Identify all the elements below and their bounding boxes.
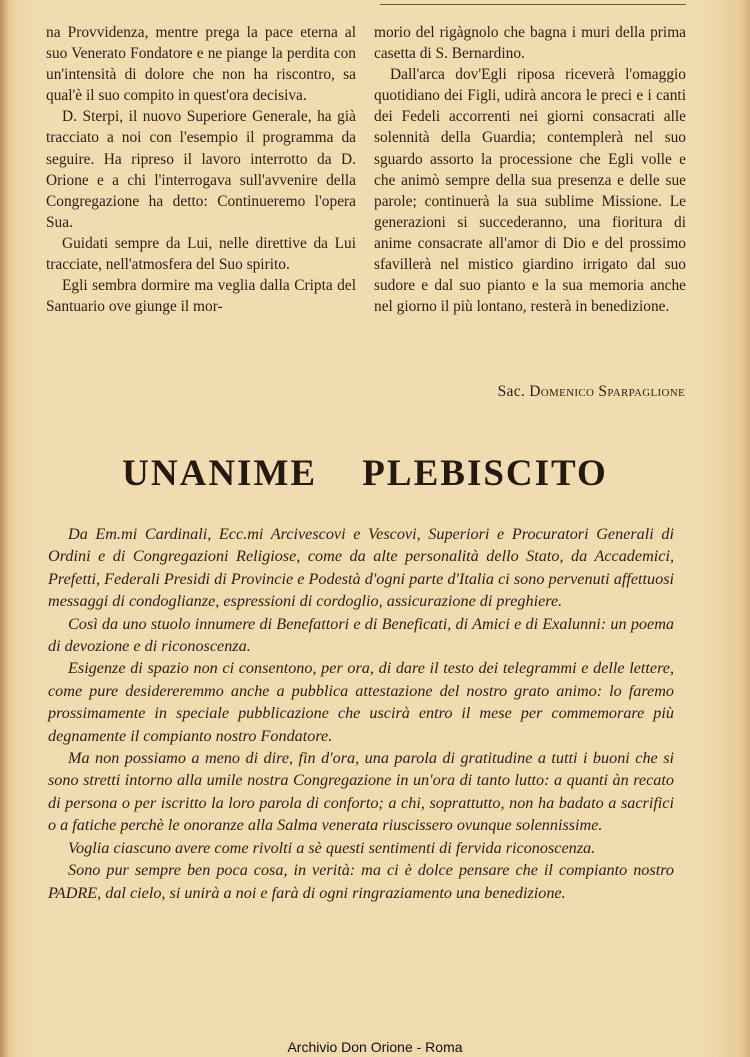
- left-paragraph-2: D. Sterpi, il nuovo Superiore Generale, ha già tracciato a noi con l'esempio il programma da seguire. Ha ripreso il lavoro interrotto da D. Orione e a chi l'interrogava sull'avvenire della Congregazione ha detto: Continueremo l'opera Sua.: [46, 108, 356, 231]
- binding-shadow: [0, 0, 8, 1057]
- right-paragraph-2: Dall'arca dov'Egli riposa riceverà l'omaggio quotidiano dei Figli, udirà ancora le preci e i canti dei Fedeli accorrenti nei giorni consacrati alle solennità della Guardia; contemplerà nel suo sguardo assorto la processione che Egli volle e che animò sempre della sua presenza e delle sue parole; continuerà la sua sublime Missione. Le generazioni si succederanno, una fioritura di anime consacrate all'amor di Dio e del prossimo sfavillerà nel mistico giardino irrigato dal suo sudore e dal suo pianto e la sua memoria anche nel giorno il più lontano, resterà in benedizione.: [374, 66, 686, 316]
- left-paragraph-4: Egli sembra dormire ma veglia dalla Cripta del Santuario ove giunge il mor-: [46, 277, 356, 316]
- article-paragraph-2: Così da uno stuolo innumere di Benefattori e di Beneficati, di Amici e di Exalunni: un poema di devozione e di riconoscenza.: [48, 614, 674, 656]
- article-paragraph-5: Voglia ciascuno avere come rivolti a sè questi sentimenti di fervida riconoscenza.: [68, 838, 596, 857]
- article-paragraph-4: Ma non possiamo a meno di dire, fin d'ora, una parola di gratitudine a tutti i buoni che si sono stretti intorno alla umile nostra Congregazione in un'ora di tanto lutto: a quanti àn recato di persona o per iscritto la loro parola di conforto; a chi, soprattutto, non ha badato a sacrifici o a fatiche perchè le onoranze alla Salma venerata riuscissero ovunque solennissime.: [48, 749, 674, 835]
- left-paragraph-3: Guidati sempre da Lui, nelle direttive da Lui tracciate, nell'atmosfera del Suo spirito.: [46, 234, 356, 274]
- left-column: [46, 22, 356, 317]
- archive-footer: [0, 1039, 750, 1055]
- article-paragraph-1: Da Em.mi Cardinali, Ecc.mi Arcivescovi e Vescovi, Superiori e Procuratori Generali di Ordini e di Congregazioni Religiose, come da alte personalità dello Stato, da Accademici, Prefetti, Federali Presidi di Provincie e Podestà d'ogni parte d'Italia ci sono pervenuti affettuosi messaggi di condoglianze, espressioni di cordoglio, assicurazione di preghiere.: [48, 525, 674, 611]
- author-signature: [380, 383, 685, 401]
- article-paragraph-3: Esigenze di spazio non ci consentono, per ora, di dare il testo dei telegrammi e delle lettere, come pure desidereremmo anche a pubblica attestazione del nostro grato animo: lo faremo prossimamente in speciale pubblicazione che uscirà entro il mese per commemorare più degnamente il compianto nostro Fondatore.: [48, 659, 674, 745]
- right-paragraph-1: morio del rigàgnolo che bagna i muri della prima casetta di S. Bernardino.: [374, 24, 686, 63]
- left-paragraph-1: na Provvidenza, mentre prega la pace eterna al suo Venerato Fondatore e ne piange la perdita con un'intensità di dolore che non ha riscontro, sa qual'è il suo compito in quest'ora decisiva.: [46, 24, 356, 105]
- article-headline: UNANIME PLEBISCITO: [122, 453, 608, 494]
- article-paragraph-6: Sono pur sempre ben poca cosa, in verità: ma ci è dolce pensare che il compianto nostro PADRE, dal cielo, si unirà a noi e farà di ogni ringraziamento una benedizione.: [48, 861, 674, 902]
- archive-footer-text: Archivio Don Orione - Roma: [284, 1039, 465, 1055]
- right-column: [374, 22, 686, 317]
- top-rule: [380, 4, 686, 5]
- signature-prefix: Sac.: [497, 383, 526, 400]
- article-body: [48, 523, 674, 904]
- signature-name: Domenico Sparpaglione: [529, 383, 685, 400]
